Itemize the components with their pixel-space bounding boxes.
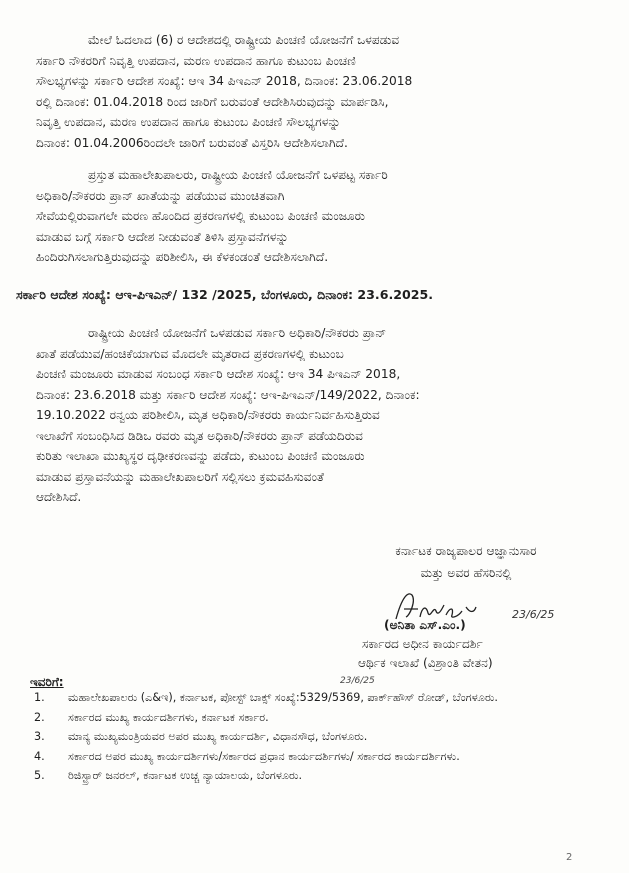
text-line: ಇಲಾಖೆಗೆ ಸಂಬಂಧಿಸಿದ ಡಿಡಿಒ ರವರು ಮೃತ ಅಧಿಕಾರಿ/ನೌಕರರು ಪ್ರಾನ್ ಪಡೆಯದಿರುವ — [36, 428, 363, 443]
list-text: ಸರ್ಕಾರದ ಮುಖ್ಯ ಕಾರ್ಯದರ್ಶಿಗಳು, ಕರ್ನಾಟಕ ಸರ್ಕಾರ. — [68, 710, 269, 724]
list-item — [34, 768, 594, 784]
text-line: ದಿನಾಂಕ: 01.04.2006ರಿಂದಲೇ ಜಾರಿಗೆ ಬರುವಂತೆ ವಿಸ್ತರಿಸಿ ಆದೇಶಿಸಲಾಗಿದೆ. — [36, 135, 348, 150]
list-number: 2. — [34, 710, 45, 724]
paragraph-accountant-general — [36, 165, 594, 268]
signatory-block — [300, 616, 610, 673]
list-number: 5. — [34, 769, 45, 782]
text-line: ಖಾತೆ ಪಡೆಯುವ/ಹಂಚಿಕೆಯಾಗುವ ಮೊದಲೇ ಮೃತರಾದ ಪ್ರಕರಣಗಳಲ್ಲಿ ಕುಟುಂಬ — [36, 346, 344, 361]
text-line: ಪಿಂಚಣಿ ಮಂಜೂರು ಮಾಡುವ ಸಂಬಂಧ ಸರ್ಕಾರಿ ಆದೇಶ ಸಂಖ್ಯೆ: ಆಇ 34 ಪಿಇಎನ್ 2018, — [36, 367, 401, 381]
list-item — [34, 729, 594, 745]
list-text: ಸರ್ಕಾರದ ಅಪರ ಮುಖ್ಯ ಕಾರ್ಯದರ್ಶಿಗಳು/ಸರ್ಕಾರದ ಪ್ರಧಾನ ಕಾರ್ಯದರ್ಶಿಗಳು/ ಸರ್ಕಾರದ ಕಾರ್ಯದರ್ಶಿಗಳು. — [68, 749, 460, 763]
list-number: 3. — [34, 730, 45, 743]
text-line: ಸರ್ಕಾರಿ ನೌಕರರಿಗೆ ನಿವೃತ್ತಿ ಉಪದಾನ, ಮರಣ ಉಪದಾನ ಹಾಗೂ ಕುಟುಂಬ ಪಿಂಚಣಿ — [36, 53, 356, 68]
list-text: ಮಹಾಲೇಖಪಾಲರು (ಎ&ಇ), ಕರ್ನಾಟಕ, ಪೋಸ್ಟ್ ಬಾಕ್ಸ್ ಸಂಖ್ಯೆ:5329/5369, ಪಾರ್ಕ್‌ಹೌಸ್ ರೋಡ್, ಬೆಂಗಳೂರು. — [68, 691, 498, 704]
list-text: ಮಾನ್ಯ ಮುಖ್ಯಮಂತ್ರಿಯವರ ಅಪರ ಮುಖ್ಯ ಕಾರ್ಯದರ್ಶಿ, ವಿಧಾನಸೌಧ, ಬೆಂಗಳೂರು. — [68, 730, 368, 743]
text-line: ಅಧಿಕಾರಿ/ನೌಕರರು ಪ್ರಾನ್ ಖಾತೆಯನ್ನು ಪಡೆಯುವ ಮುಂಚಿತವಾಗಿ — [36, 188, 285, 203]
text-line: 19.10.2022 ರನ್ವಯ ಪರಿಶೀಲಿಸಿ, ಮೃತ ಅಧಿಕಾರಿ/ನೌಕರರು ಕಾರ್ಯನಿರ್ವಹಿಸುತ್ತಿರುವ — [36, 408, 380, 422]
governor-order-block — [326, 540, 606, 584]
text-line: ಆದೇಶಿಸಿದೆ. — [36, 490, 82, 504]
text-line: ಪ್ರಸ್ತುತ ಮಹಾಲೇಖಪಾಲರು, ರಾಷ್ಟ್ರೀಯ ಪಿಂಚಣಿ ಯೋಜನೆಗೆ ಒಳಪಟ್ಟ ಸರ್ಕಾರಿ — [88, 168, 388, 182]
text-line: ಮಾಡುವ ಬಗ್ಗೆ ಸರ್ಕಾರಿ ಆದೇಶ ನೀಡುವಂತೆ ತಿಳಿಸಿ ಪ್ರಸ್ತಾವನೆಗಳನ್ನು — [36, 229, 289, 244]
signature-date: 23/6/25 — [512, 608, 555, 621]
list-text: ರಿಜಿಸ್ಟ್ರಾರ್ ಜನರಲ್, ಕರ್ನಾಟಕ ಉಚ್ಚ ನ್ಯಾಯಾಲಯ, ಬೆಂಗಳೂರು. — [68, 769, 303, 782]
text-line: ರಲ್ಲಿ ದಿನಾಂಕ: 01.04.2018 ರಿಂದ ಜಾರಿಗೆ ಬರುವಂತೆ ಆದೇಶಿಸಿರುವುದನ್ನು ಮಾರ್ಪಡಿಸಿ, — [36, 94, 389, 109]
paragraph-extension-order — [36, 30, 594, 153]
text-line: ನಿವೃತ್ತಿ ಉಪದಾನ, ಮರಣ ಉಪದಾನ ಹಾಗೂ ಕುಟುಂಬ ಪಿಂಚಣಿ ಸೌಲಭ್ಯಗಳನ್ನು — [36, 115, 341, 129]
signatory-designation: ಸರ್ಕಾರದ ಅಧೀನ ಕಾರ್ಯದರ್ಶಿ — [362, 637, 483, 651]
governor-line: ಕರ್ನಾಟಕ ರಾಜ್ಯಪಾಲರ ಆಜ್ಞಾನುಸಾರ — [395, 544, 537, 558]
text-line: ಕುರಿತು ಇಲಾಖಾ ಮುಖ್ಯಸ್ಥರ ದೃಢೀಕರಣವನ್ನು ಪಡೆದು, ಕುಟುಂಬ ಪಿಂಚಣಿ ಮಂಜೂರು — [36, 449, 365, 463]
government-order-number: ಸರ್ಕಾರಿ ಆದೇಶ ಸಂಖ್ಯೆ: ಆಇ-ಪಿಇಎನ್/ 132 /2025, ಬೆಂಗಳೂರು, ದಿನಾಂಕ: 23.6.2025. — [16, 287, 434, 302]
text-line: ಹಿಂದಿರುಗಿಸಲಾಗುತ್ತಿರುವುದನ್ನು ಪರಿಶೀಲಿಸಿ, ಈ ಕೆಳಕಂಡಂತೆ ಆದೇಶಿಸಲಾಗಿದೆ. — [36, 250, 329, 264]
signatory-department: ಆರ್ಥಿಕ ಇಲಾಖೆ (ವಿಶ್ರಾಂತಿ ವೇತನ) — [358, 656, 493, 670]
stamp-date: 23/6/25 — [340, 676, 375, 686]
page-mark: 2 — [566, 852, 573, 863]
text-line: ಸೇವೆಯಲ್ಲಿರುವಾಗಲೇ ಮರಣ ಹೊಂದಿದ ಪ್ರಕರಣಗಳಲ್ಲಿ ಕುಟುಂಬ ಪಿಂಚಣಿ ಮಂಜೂರು — [36, 209, 366, 223]
copies-to-list — [34, 690, 594, 788]
text-line: ಸೌಲಭ್ಯಗಳನ್ನು ಸರ್ಕಾರಿ ಆದೇಶ ಸಂಖ್ಯೆ: ಆಇ 34 ಪಿಇಎನ್ 2018, ದಿನಾಂಕ: 23.06.2018 — [36, 74, 413, 88]
text-line: ಮಾಡುವ ಪ್ರಸ್ತಾವನೆಯನ್ನು ಮಹಾಲೇಖಪಾಲರಿಗೆ ಸಲ್ಲಿಸಲು ಕ್ರಮವಹಿಸುವಂತೆ — [36, 469, 324, 484]
list-number: 1. — [34, 691, 45, 704]
text-line: ಮೇಲೆ ಓದಲಾದ (6) ರ ಆದೇಶದಲ್ಲಿ ರಾಷ್ಟ್ರೀಯ ಪಿಂಚಣಿ ಯೋಜನೆಗೆ ಒಳಪಡುವ — [88, 33, 400, 47]
governor-line: ಮತ್ತು ಅವರ ಹೆಸರಿನಲ್ಲಿ — [420, 566, 512, 580]
list-number: 4. — [34, 749, 45, 763]
copies-to-title: ಇವರಿಗೆ: — [30, 675, 64, 689]
text-line: ರಾಷ್ಟ್ರೀಯ ಪಿಂಚಣಿ ಯೋಜನೆಗೆ ಒಳಪಡುವ ಸರ್ಕಾರಿ ಅಧಿಕಾರಿ/ನೌಕರರು ಪ್ರಾನ್ — [88, 326, 387, 340]
list-item — [34, 749, 594, 765]
list-item — [34, 710, 594, 726]
list-item — [34, 690, 594, 706]
paragraph-order-body — [36, 323, 594, 508]
signatory-name: (ಅನಿತಾ ಎಸ್.ಎಂ.) — [384, 618, 466, 632]
text-line: ದಿನಾಂಕ: 23.6.2018 ಮತ್ತು ಸರ್ಕಾರಿ ಆದೇಶ ಸಂಖ್ಯೆ: ಆಇ-ಪಿಇಎನ್/149/2022, ದಿನಾಂಕ: — [36, 387, 420, 402]
